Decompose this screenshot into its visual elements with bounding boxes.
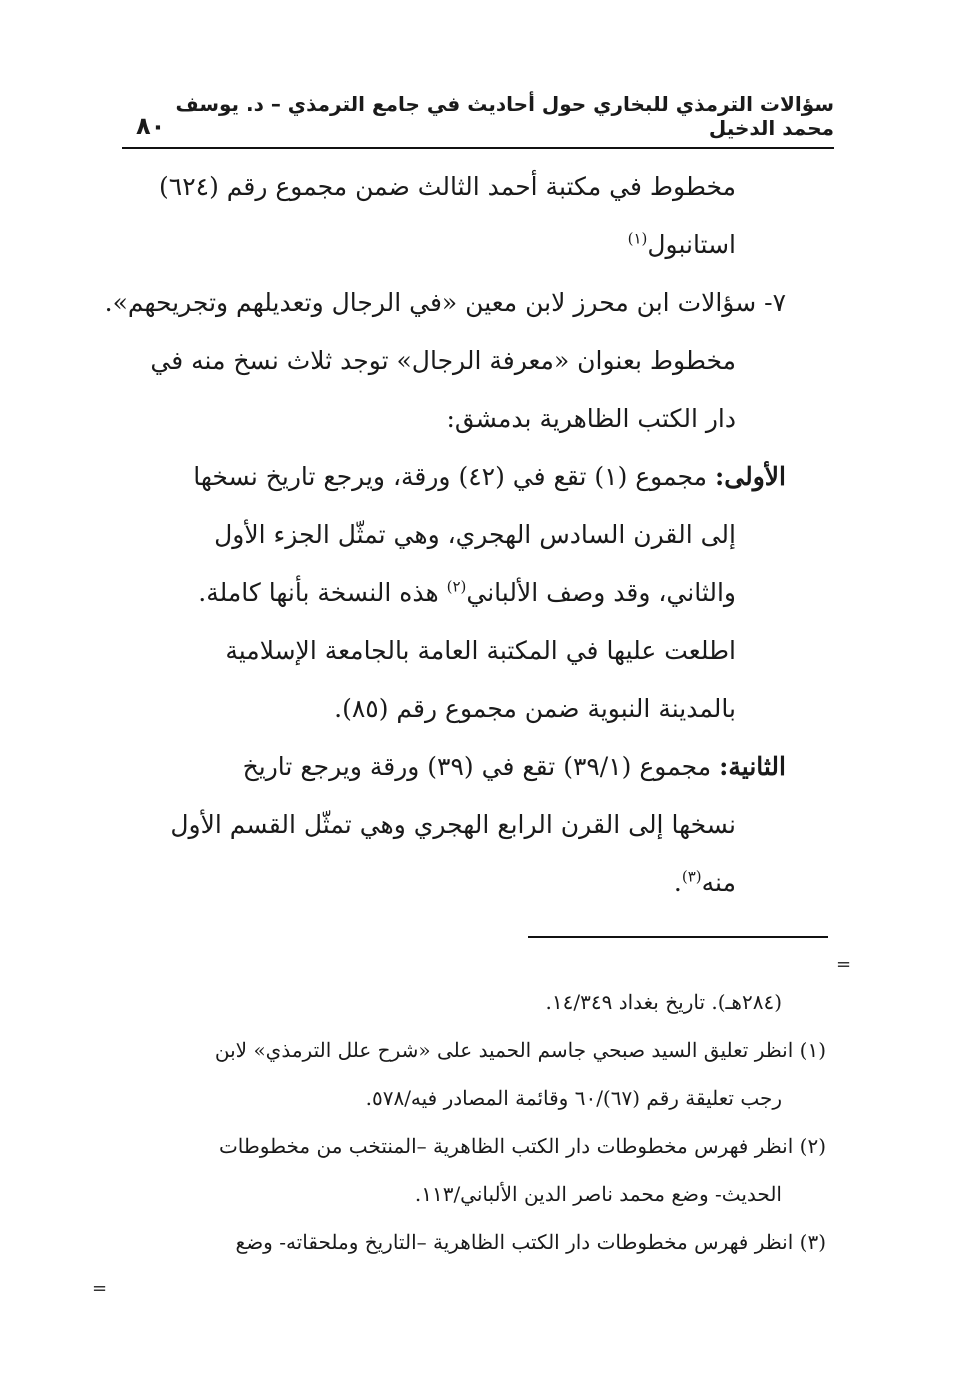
footnote-line bbox=[118, 978, 826, 1026]
footnote-text: (١) انظر تعليق السيد صبحي جاسم الحميد على «شرح علل الترمذي» لابن bbox=[214, 1038, 826, 1062]
line-text: منه bbox=[701, 868, 736, 897]
footnote-text: (٢) انظر فهرس مخطوطات دار الكتب الظاهرية –المنتخب من مخطوطات bbox=[218, 1134, 826, 1158]
line-text: نسخها إلى القرن الرابع الهجري وهي تمثّل القسم الأول bbox=[170, 810, 736, 839]
line-text: استانبول bbox=[647, 230, 736, 259]
line-text: مخطوط بعنوان «معرفة الرجال» توجد ثلاث نسخ منه في bbox=[150, 346, 736, 375]
text-line bbox=[118, 796, 786, 854]
footnote-text: (٢٨٤هـ). تاريخ بغداد ١٤/٣٤٩. bbox=[545, 990, 782, 1014]
line-text: هذه النسخة بأنها كاملة. bbox=[198, 578, 447, 607]
running-header bbox=[122, 92, 834, 140]
footnote-ref: (٢) bbox=[446, 577, 467, 596]
line-text: مخطوط في مكتبة أحمد الثالث ضمن مجموع رقم (٦٢٤) bbox=[159, 172, 736, 201]
main-text bbox=[104, 158, 786, 912]
footnote-line bbox=[118, 1122, 826, 1170]
footnote-line bbox=[118, 1074, 826, 1122]
text-line bbox=[118, 158, 786, 216]
first-copy-label: الأولى: bbox=[715, 462, 786, 491]
footnote-ref: (٣) bbox=[681, 867, 702, 886]
footnote-ref: (١) bbox=[627, 229, 648, 248]
footnote-text: رجب تعليقة رقم (٦٧)/٦٠ وقائمة المصادر فيه/٥٧٨. bbox=[365, 1086, 782, 1110]
footnote-separator bbox=[528, 936, 828, 938]
footnote-text: الحديث- وضع محمد ناصر الدين الألباني/١١٣. bbox=[414, 1182, 782, 1206]
text-line bbox=[118, 564, 786, 622]
line-text: ٧- سؤالات ابن محرز لابن معين «في الرجال وتعديلهم وتجريحهم». bbox=[104, 288, 786, 317]
text-line bbox=[118, 854, 786, 912]
second-copy-label: الثانية: bbox=[719, 752, 786, 781]
line-text: دار الكتب الظاهرية بدمشق: bbox=[446, 404, 736, 433]
header-rule bbox=[122, 147, 834, 149]
text-line bbox=[118, 680, 786, 738]
continuation-mark-bottom: = bbox=[92, 1278, 108, 1299]
footnotes bbox=[118, 978, 826, 1266]
line-text: اطلعت عليها في المكتبة العامة بالجامعة الإسلامية bbox=[225, 636, 736, 665]
footnote-text: (٣) انظر فهرس مخطوطات دار الكتب الظاهرية –التاريخ وملحقاته- وضع bbox=[235, 1230, 826, 1254]
text-line bbox=[118, 738, 786, 796]
line-text: مجموع (٣٩/١) تقع في (٣٩) ورقة ويرجع تاريخ bbox=[242, 752, 720, 781]
footnote-line bbox=[118, 1218, 826, 1266]
text-line bbox=[118, 332, 786, 390]
line-text: . bbox=[673, 868, 682, 897]
text-line bbox=[118, 506, 786, 564]
text-line bbox=[118, 448, 786, 506]
text-line bbox=[118, 216, 786, 274]
page-number: ٨٠ bbox=[136, 112, 166, 140]
continuation-mark-top: = bbox=[836, 954, 852, 975]
line-text: إلى القرن السادس الهجري، وهي تمثّل الجزء الأول bbox=[214, 520, 736, 549]
line-text: مجموع (١) تقع في (٤٢) ورقة، ويرجع تاريخ نسخها bbox=[193, 462, 716, 491]
footnote-line bbox=[118, 1170, 826, 1218]
line-text: بالمدينة النبوية ضمن مجموع رقم (٨٥). bbox=[334, 694, 736, 723]
footnote-line bbox=[118, 1026, 826, 1074]
line-text: والثاني، وقد وصف الألباني bbox=[466, 578, 736, 607]
text-line bbox=[118, 390, 786, 448]
text-line bbox=[104, 274, 786, 332]
running-title: سؤالات الترمذي للبخاري حول أحاديث في جامع الترمذي – د. يوسف محمد الدخيل bbox=[175, 92, 834, 140]
text-line bbox=[118, 622, 786, 680]
